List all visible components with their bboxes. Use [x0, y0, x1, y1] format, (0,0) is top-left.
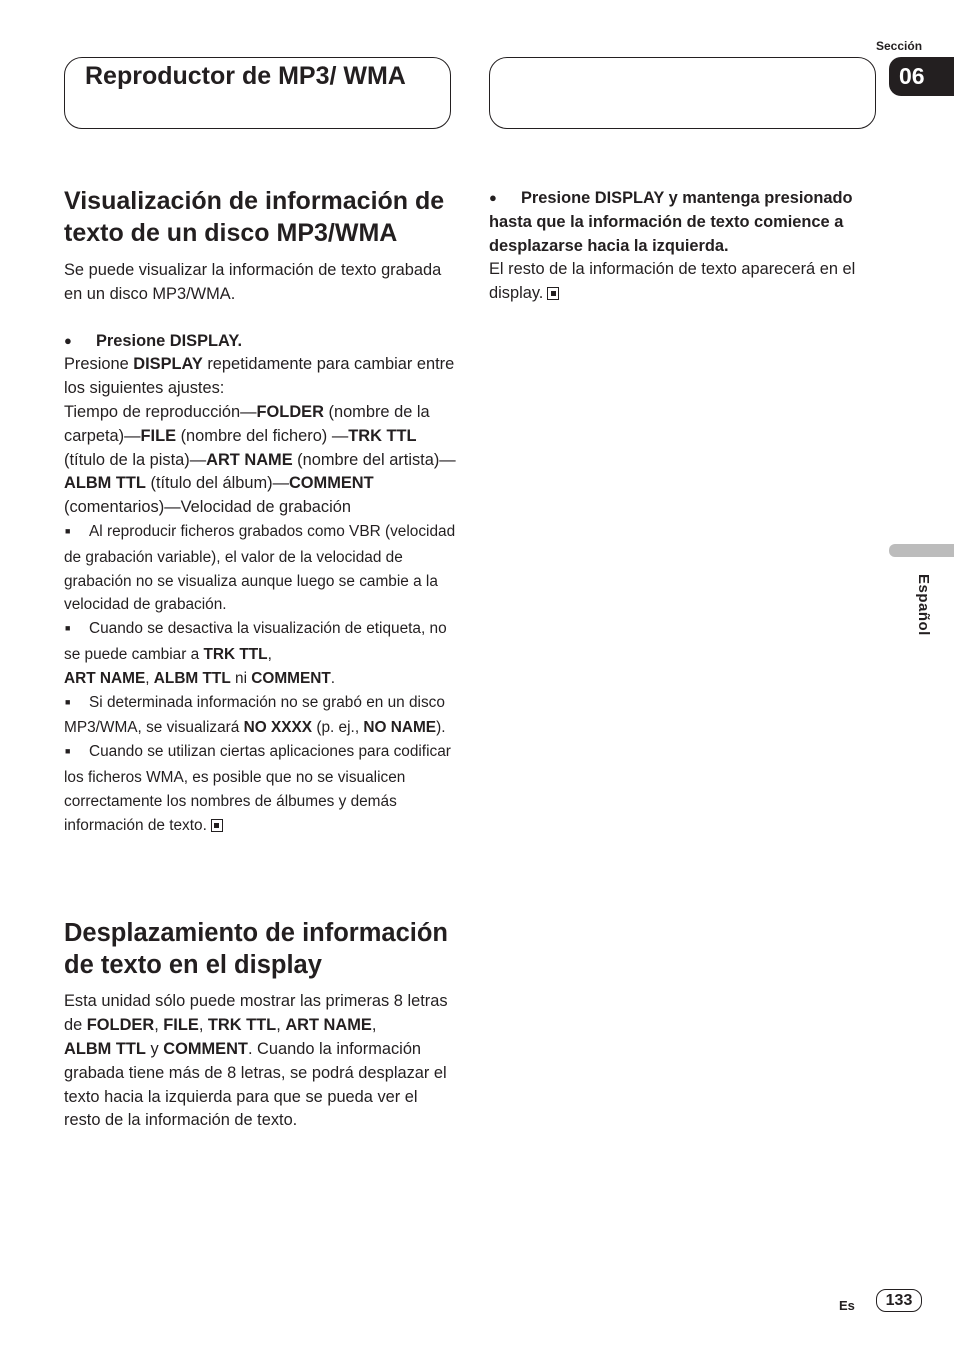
note-wma-encoding: ■Cuando se utilizan ciertas aplicaciones para codificar los ficheros WMA, es posible que no se visualicen correctamente los nombres de álbumes y demás información de texto. [64, 740, 456, 837]
language-tab-bar [889, 544, 954, 557]
step-title-scroll: Presione DISPLAY y mantenga presionado hasta que la información de texto comience a desplazarse hacia la izquierda. [489, 189, 853, 255]
note-square-icon [64, 691, 89, 717]
note-tag-display: ■Cuando se desactiva la visualización de etiqueta, no se puede cambiar a TRK TTL, ART NAME, ALBM TTL ni COMMENT. [64, 617, 456, 690]
settings-list: Tiempo de reproducción—FOLDER (nombre de la carpeta)—FILE (nombre del fichero) —TRK TTL (título de la pista)—ART NAME (nombre del artista)—ALBM TTL (título del álbum)—COMMENT (comentarios)—Velocidad de grabación [64, 402, 456, 517]
language-label: Español [915, 574, 932, 636]
note-no-info: ■Si determinada información no se grabó en un disco MP3/WMA, se visualizará NO XXXX (p. ej., NO NAME). [64, 691, 456, 741]
section-heading-text-display: Visualización de información de texto de un disco MP3/WMA [64, 187, 445, 247]
step-title: Presione DISPLAY. [96, 331, 243, 350]
scroll-paragraph: Esta unidad sólo puede mostrar las primeras 8 letras de FOLDER, FILE, TRK TTL, ART NAME, ALBM TTL y COMMENT. Cuando la información grabada tiene más de 8 letras, se podrá desplazar el texto hacia la izquierda para que se pueda ver el resto de la información de texto. [64, 992, 448, 1130]
step-heading [64, 330, 456, 354]
step-body-scroll: El resto de la información de texto aparecerá en el display. [489, 260, 856, 303]
page-number: 133 [876, 1289, 922, 1312]
section-intro: Se puede visualizar la información de texto grabada en un disco MP3/WMA. [64, 261, 442, 303]
note-vbr: ■Al reproducir ficheros grabados como VBR (velocidad de grabación variable), el valor de la velocidad de grabación no se visualiza aunque luego se cambie a la velocidad de grabación. [64, 520, 456, 617]
bullet-dot-icon [64, 330, 96, 354]
note-square-icon [64, 740, 89, 766]
right-column [489, 187, 881, 306]
section-label: Sección [876, 39, 923, 53]
note-square-icon [64, 617, 89, 643]
footer-language-code: Es [839, 1298, 855, 1313]
chapter-title-box [64, 57, 451, 129]
step-heading-scroll [489, 187, 881, 258]
end-mark-icon [547, 287, 559, 300]
chapter-title: Reproductor de MP3/ WMA [85, 62, 406, 90]
end-mark-icon [211, 819, 223, 832]
step-body: Presione DISPLAY repetidamente para cambiar entre los siguientes ajustes: [64, 355, 455, 398]
left-column [64, 185, 456, 1133]
bullet-dot-icon [489, 187, 521, 211]
section-number-tab: 06 [889, 57, 954, 96]
section-heading-scroll: Desplazamiento de información de texto en el display [64, 919, 448, 979]
header-empty-box [489, 57, 876, 129]
note-square-icon [64, 520, 89, 546]
